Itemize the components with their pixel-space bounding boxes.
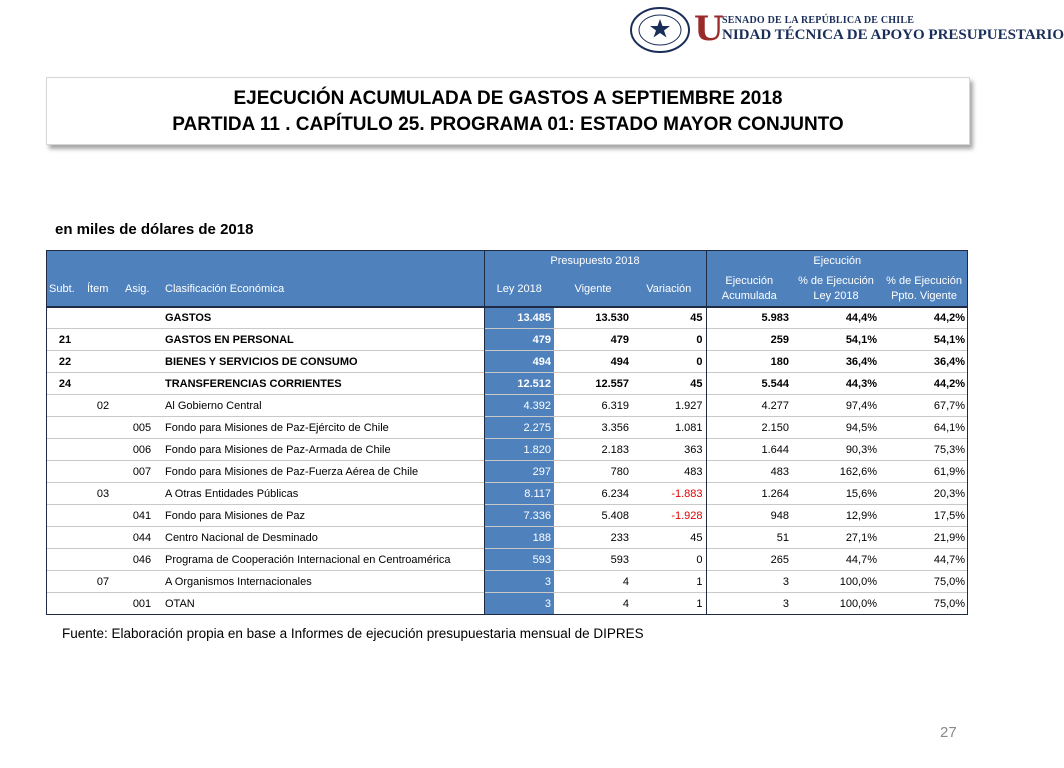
cell-ejecucion: 1.644 <box>706 439 792 461</box>
cell-variacion: 1.927 <box>674 399 703 412</box>
cell-ley: 1.820 <box>484 439 554 461</box>
col-ejecucion-acumulada <box>706 272 792 307</box>
cell-asig: 005 <box>132 421 152 434</box>
cell-ejecucion: 5.983 <box>706 307 792 329</box>
cell-clasificacion: Fondo para Misiones de Paz-Ejército de Chile <box>165 421 389 434</box>
cell-subt <box>46 571 84 593</box>
table-row <box>46 461 968 483</box>
table-row <box>46 329 968 351</box>
cell-ejecucion: 1.264 <box>706 483 792 505</box>
group-ejecucion: Ejecución <box>706 250 968 272</box>
cell-ejecucion: 4.277 <box>706 395 792 417</box>
cell-pct-ley: 44,3% <box>845 377 878 390</box>
cell-pct-vigente: 17,5% <box>933 509 966 522</box>
slide-title-box <box>46 77 970 145</box>
cell-asig: 007 <box>132 465 152 478</box>
cell-subt <box>46 461 84 483</box>
cell-asig: 046 <box>132 553 152 566</box>
col-pct-ley-l2: Ley 2018 <box>813 290 859 302</box>
cell-asig: 001 <box>132 597 152 610</box>
cell-vigente: 479 <box>610 333 629 346</box>
cell-asig: 006 <box>132 443 152 456</box>
cell-ejecucion: 180 <box>706 351 792 373</box>
cell-asig <box>122 395 162 417</box>
cell-pct-ley: 94,5% <box>845 421 878 434</box>
cell-pct-vigente: 20,3% <box>933 487 966 500</box>
cell-clasificacion: GASTOS EN PERSONAL <box>165 333 294 346</box>
cell-item <box>84 307 122 329</box>
cell-item <box>84 461 122 483</box>
cell-ley: 2.275 <box>484 417 554 439</box>
cell-asig: 044 <box>132 531 152 544</box>
table-row <box>46 439 968 461</box>
table-row <box>46 571 968 593</box>
cell-variacion: 0 <box>696 553 703 566</box>
cell-subt <box>46 527 84 549</box>
cell-subt: 22 <box>58 355 72 368</box>
title-line-1: EJECUCIÓN ACUMULADA DE GASTOS A SEPTIEMBRE 2018 <box>233 88 783 109</box>
table-row <box>46 307 968 329</box>
cell-vigente: 2.183 <box>601 443 629 456</box>
cell-variacion: 1 <box>696 597 703 610</box>
cell-ley: 3 <box>484 593 554 615</box>
table-row <box>46 483 968 505</box>
cell-item <box>84 505 122 527</box>
cell-vigente: 5.408 <box>601 509 629 522</box>
cell-subt <box>46 417 84 439</box>
cell-subt: 24 <box>58 377 72 390</box>
cell-item <box>84 549 122 571</box>
cell-pct-vigente: 54,1% <box>933 333 966 346</box>
cell-pct-vigente: 44,7% <box>933 553 966 566</box>
cell-vigente: 3.356 <box>601 421 629 434</box>
cell-item: 07 <box>96 575 110 588</box>
cell-ley: 479 <box>484 329 554 351</box>
cell-clasificacion: A Otras Entidades Públicas <box>165 487 299 500</box>
col-ejecucion-acumulada-l2: Acumulada <box>721 290 777 302</box>
cell-variacion: -1.928 <box>671 509 703 522</box>
cell-ley: 7.336 <box>484 505 554 527</box>
logo-line-2: NIDAD TÉCNICA DE APOYO PRESUPUESTARIO <box>722 27 1064 43</box>
cell-variacion: 45 <box>690 531 703 544</box>
col-pct-ley <box>792 272 880 307</box>
cell-pct-vigente: 36,4% <box>933 355 966 368</box>
cell-clasificacion: Fondo para Misiones de Paz-Fuerza Aérea de Chile <box>165 465 419 478</box>
col-pct-vigente-l2: Ppto. Vigente <box>891 290 957 302</box>
cell-variacion: 0 <box>696 355 703 368</box>
cell-asig: 041 <box>132 509 152 522</box>
cell-pct-vigente: 75,0% <box>933 575 966 588</box>
col-clasificacion: Clasificación Económica <box>162 272 484 307</box>
cell-subt <box>46 395 84 417</box>
cell-vigente: 12.557 <box>595 377 629 390</box>
cell-vigente: 4 <box>622 597 629 610</box>
cell-item <box>84 373 122 395</box>
cell-ley: 494 <box>484 351 554 373</box>
table-row <box>46 417 968 439</box>
cell-vigente: 780 <box>610 465 629 478</box>
cell-subt <box>46 505 84 527</box>
cell-pct-ley: 162,6% <box>839 465 878 478</box>
cell-pct-ley: 27,1% <box>845 531 878 544</box>
cell-item <box>84 417 122 439</box>
cell-pct-ley: 100,0% <box>839 575 878 588</box>
cell-ejecucion: 483 <box>706 461 792 483</box>
cell-pct-ley: 100,0% <box>839 597 878 610</box>
cell-ley: 13.485 <box>484 307 554 329</box>
cell-subt <box>46 483 84 505</box>
cell-variacion: 1.081 <box>674 421 703 434</box>
cell-ley: 8.117 <box>484 483 554 505</box>
cell-clasificacion: BIENES Y SERVICIOS DE CONSUMO <box>165 355 358 368</box>
header-blank <box>46 250 484 272</box>
cell-pct-vigente: 75,3% <box>933 443 966 456</box>
cell-pct-ley: 54,1% <box>845 333 878 346</box>
cell-asig <box>122 329 162 351</box>
col-item: Ítem <box>84 272 122 307</box>
cell-ejecucion: 3 <box>706 571 792 593</box>
cell-pct-vigente: 21,9% <box>933 531 966 544</box>
group-presupuesto: Presupuesto 2018 <box>484 250 706 272</box>
cell-pct-ley: 36,4% <box>845 355 878 368</box>
cell-vigente: 233 <box>610 531 629 544</box>
cell-subt <box>46 439 84 461</box>
col-vigente: Vigente <box>554 272 632 307</box>
logo-line-1: SENADO DE LA REPÚBLICA DE CHILE <box>722 15 915 26</box>
cell-pct-ley: 12,9% <box>845 509 878 522</box>
col-variacion: Variación <box>632 272 706 307</box>
cell-vigente: 4 <box>622 575 629 588</box>
budget-table <box>46 250 968 614</box>
cell-clasificacion: OTAN <box>165 597 195 610</box>
cell-clasificacion: Programa de Cooperación Internacional en Centroamérica <box>165 553 451 566</box>
table-row <box>46 373 968 395</box>
cell-subt <box>46 549 84 571</box>
cell-variacion: 483 <box>684 465 703 478</box>
cell-item <box>84 593 122 615</box>
cell-vigente: 13.530 <box>595 311 629 324</box>
header-separator <box>46 306 968 308</box>
cell-ejecucion: 259 <box>706 329 792 351</box>
cell-ley: 188 <box>484 527 554 549</box>
senate-seal-logo <box>629 6 691 54</box>
logo-letter: U <box>694 9 724 49</box>
cell-ley: 593 <box>484 549 554 571</box>
cell-ley: 297 <box>484 461 554 483</box>
table-row <box>46 527 968 549</box>
cell-variacion: 1 <box>696 575 703 588</box>
cell-item <box>84 527 122 549</box>
cell-pct-vigente: 44,2% <box>933 377 966 390</box>
cell-vigente: 593 <box>610 553 629 566</box>
cell-item: 03 <box>96 487 110 500</box>
cell-item <box>84 329 122 351</box>
cell-pct-vigente: 75,0% <box>933 597 966 610</box>
cell-asig <box>122 571 162 593</box>
cell-asig <box>122 483 162 505</box>
table-row <box>46 395 968 417</box>
cell-clasificacion: Fondo para Misiones de Paz-Armada de Chile <box>165 443 391 456</box>
cell-clasificacion: A Organismos Internacionales <box>165 575 312 588</box>
cell-asig <box>122 373 162 395</box>
cell-pct-ley: 90,3% <box>845 443 878 456</box>
cell-asig <box>122 307 162 329</box>
cell-variacion: 45 <box>690 311 703 324</box>
title-line-2: PARTIDA 11 . CAPÍTULO 25. PROGRAMA 01: ESTADO MAYOR CONJUNTO <box>172 114 844 135</box>
page-number: 27 <box>940 724 957 741</box>
cell-clasificacion: Centro Nacional de Desminado <box>165 531 318 544</box>
cell-ley: 3 <box>484 571 554 593</box>
col-pct-ley-l1: % de Ejecución <box>798 275 874 287</box>
cell-pct-ley: 44,4% <box>845 311 878 324</box>
cell-item <box>84 351 122 373</box>
cell-vigente: 6.319 <box>601 399 629 412</box>
cell-variacion: 45 <box>690 377 703 390</box>
col-pct-vigente <box>880 272 968 307</box>
units-subtitle: en miles de dólares de 2018 <box>55 221 254 238</box>
table-row <box>46 351 968 373</box>
utap-logo <box>694 9 1064 49</box>
cell-variacion: 0 <box>696 333 703 346</box>
cell-vigente: 6.234 <box>601 487 629 500</box>
cell-subt <box>46 307 84 329</box>
col-ley: Ley 2018 <box>484 272 554 307</box>
cell-subt <box>46 593 84 615</box>
cell-item: 02 <box>96 399 110 412</box>
cell-pct-ley: 15,6% <box>845 487 878 500</box>
source-note: Fuente: Elaboración propia en base a Informes de ejecución presupuestaria mensual de DIPRES <box>62 626 644 641</box>
cell-vigente: 494 <box>610 355 629 368</box>
cell-pct-ley: 97,4% <box>845 399 878 412</box>
cell-clasificacion: Fondo para Misiones de Paz <box>165 509 306 522</box>
cell-asig <box>122 351 162 373</box>
table-row <box>46 549 968 571</box>
cell-ejecucion: 265 <box>706 549 792 571</box>
cell-ejecucion: 51 <box>706 527 792 549</box>
cell-clasificacion: TRANSFERENCIAS CORRIENTES <box>165 377 342 390</box>
cell-ejecucion: 3 <box>706 593 792 615</box>
table-row <box>46 505 968 527</box>
cell-pct-ley: 44,7% <box>845 553 878 566</box>
col-ejecucion-acumulada-l1: Ejecución <box>725 275 774 287</box>
col-asig: Asig. <box>122 272 162 307</box>
cell-ejecucion: 5.544 <box>706 373 792 395</box>
cell-clasificacion: Al Gobierno Central <box>165 399 262 412</box>
cell-pct-vigente: 64,1% <box>933 421 966 434</box>
cell-ejecucion: 2.150 <box>706 417 792 439</box>
cell-subt: 21 <box>58 333 72 346</box>
cell-pct-vigente: 61,9% <box>933 465 966 478</box>
cell-pct-vigente: 44,2% <box>933 311 966 324</box>
cell-variacion: -1.883 <box>671 487 703 500</box>
cell-ley: 12.512 <box>484 373 554 395</box>
cell-variacion: 363 <box>684 443 703 456</box>
col-subt: Subt. <box>46 272 84 307</box>
cell-ley: 4.392 <box>484 395 554 417</box>
table-row <box>46 593 968 615</box>
cell-ejecucion: 948 <box>706 505 792 527</box>
cell-item <box>84 439 122 461</box>
cell-clasificacion: GASTOS <box>165 311 212 324</box>
col-pct-vigente-l1: % de Ejecución <box>886 275 962 287</box>
cell-pct-vigente: 67,7% <box>933 399 966 412</box>
